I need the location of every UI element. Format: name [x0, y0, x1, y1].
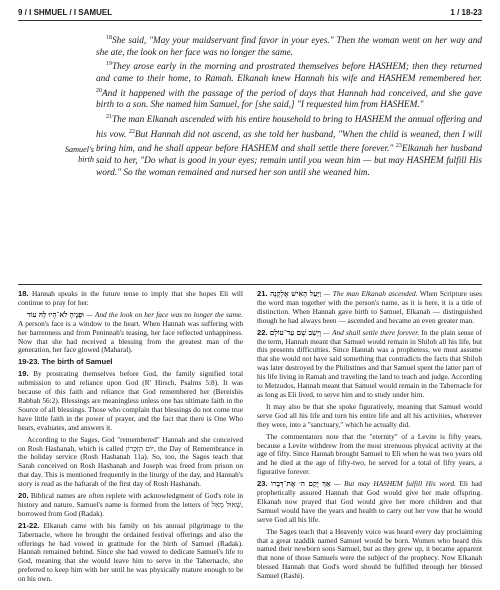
verse-text: But Hannah did not ascend, as she told her husband, "When the child is weaned, then I will bring him, and he shall appear before HASHEM and shall settle there forever." [96, 129, 482, 155]
commentary-19b [18, 436, 243, 489]
comment-text: According to the Sages, God "remembered" Hannah and she conceived on Rosh Hashanah, which is called יוֹם הַזִּכָּרוֹן, the Day of Remembrance in the holiday service (Rosh Hashanah 11a). So, too, the Sages teach that Sarah conceived on Rosh Hashanah and Joseph was freed from prison on that day. This is mentioned frequently in the liturgy of the day, and Hannah's story is read as the haftarah of the first day of Rosh Hashanah. [18, 434, 243, 489]
commentary-23 [257, 480, 482, 525]
comment-number: 19. [18, 369, 29, 379]
lemma-translation: — The man Elkanah ascended. [323, 290, 418, 298]
verse-number: 20 [96, 87, 102, 94]
verse-number: 23 [395, 143, 402, 150]
verse-number: 19 [106, 61, 112, 68]
hebrew-lemma: וַיַּעַל הָאִישׁ אֶלְקָנָה [270, 290, 322, 298]
verse-text: And it happened with the passage of the period of days that Hannah had conceived, and she gave birth to a son. She named him Samuel, for [she said,] "I requested him from HASHEM." [96, 88, 482, 111]
verse-text: They arose early in the morning and prostrated themselves before HASHEM; then they returned and came to their home, to Ramah. Elkanah knew Hannah his wife and HASHEM remembered her. [96, 62, 482, 84]
commentary-21-22 [18, 522, 243, 584]
comment-text: Elkanah came with his family on his annual pilgrimage to the Tabernacle, where he brought the ordained festival offerings and also the offerings he had vowed in gratitude for the birth of Samuel (Radak). Hannah remained behind. Since she had vowed to dedicate Samuel's life to God, meaning that she would leave him to serve in the Tabernacle, she preferred to keep him with her until he was physically mature enough to be on his own. [18, 520, 243, 584]
running-header [18, 6, 482, 20]
comment-text: Hannah speaks in the future tense to imply that she hopes Eli will continue to pray for her. [18, 290, 244, 307]
margin-note-line-2: birth [78, 155, 94, 164]
verse-text: She said, "May your maidservant find favor in your eyes." Then the woman went on her way and she ate, the look on her face was no longer the same. [96, 36, 482, 58]
comment-text: By prostrating themselves before God, the family signified total submission to and reliance upon God (R' Hirsch, Psalms 5:8). It was because of this faith and reliance that God remembered her (Bereishis Rabbah 56:2). Blessings are meaningless unless one has ultimate faith in the Source of all blessings. Those who complain that blessings do not come true have little faith in the power of prayer, and the fact that there is One Who hears, evaluates, and answers it. [18, 369, 243, 432]
commentary-block [18, 290, 482, 586]
comment-number: 22. [257, 327, 268, 337]
comment-text: In the plain sense of the term, Hannah meant that Samuel would remain in Shiloh all his life, but this presents difficulties. Since Hannah was a prophetess, we must assume that she would not have said something that contradicts the facts that Shiloh was later destroyed by the Philistines and that Samuel spent the latter part of his life living in Ramah and traveling the land to teach and judge. According to Metzudos, Hannah meant that Samuel would remain in the Tabernacle for as long as Eli lived, to serve him and to study under him. [257, 327, 482, 399]
verse-number: 22 [128, 128, 135, 135]
lemma-translation: — But may HASHEM fulfill His word. [334, 479, 456, 489]
verse-text: The man Elkanah ascended with his entire household to bring to HASHEM the annual offering and his vow. [96, 114, 482, 140]
comment-number: 20. [18, 491, 29, 501]
commentary-21 [257, 290, 482, 326]
header-right: 1 / 18-23 [450, 8, 482, 17]
comment-number: 23. [257, 479, 268, 489]
commentary-23b [257, 528, 482, 581]
comment-text: The commentators note that the "eternity" of a Levite is fifty years, because a Levite withdrew from the most strenuous physical activity at the age of fifty. Since Hannah brought Samuel to Eli when he was two years old and he died at the age of fifty-two, he served for a total of fifty years, a figurative forever. [257, 431, 482, 477]
verse-18 [96, 33, 482, 59]
section-heading: 19-23. The birth of Samuel [18, 357, 113, 367]
section-divider [18, 284, 482, 285]
comment-number: 21. [257, 290, 268, 298]
comment-number: 21-22. [18, 520, 40, 530]
commentary-20 [18, 492, 243, 519]
commentary-22b [257, 403, 482, 430]
commentary-heading-19-23 [18, 358, 243, 367]
translation-block [96, 33, 482, 179]
lemma-translation: — And shall settle there forever. [323, 327, 420, 337]
header-rule [18, 20, 482, 21]
lemma-translation: — And the look on her face was no longer the same. [86, 309, 243, 319]
commentary-22c [257, 433, 482, 478]
commentary-18b [18, 311, 243, 356]
comment-number: 18. [18, 290, 29, 298]
commentary-18 [18, 290, 243, 308]
comment-text: When Scripture uses the word man together with the person's name, as it is here, it is a title of distinction. When Hannah gave birth to Samuel, Elkanah — distinguished though he had always been — ascended and became an even greater man. [257, 290, 482, 325]
commentary-19 [18, 370, 243, 432]
comment-text: Eli had prophetically assured Hannah that God would give her male offspring. Elkanah now prayed that God would give her more children and that Samuel would have the years and health to carry out her vow that he would serve God all his life. [257, 479, 482, 524]
margin-note-line-1: Samuel's [64, 145, 94, 154]
comment-text: It may also be that she spoke figuratively, meaning that Samuel would serve God all his life and turn his entire life and all his activities, wherever they were, into a "sanctuary," which he actually did. [257, 401, 482, 429]
verse-number: 18 [106, 35, 112, 41]
verse-text: Elkanah her husband said to her, "Do what is good in your eyes; remain until you wean him — but may HASHEM fulfill His word." So the woman remained and nursed her son until she weaned him. [96, 144, 482, 178]
comment-text: A person's face is a window to the heart. When Hannah was suffering with her barrenness and from Peninnah's teasing, her face reflected unhappiness. Now that she had received a blessing from the greatest man of the generation, her face glowed (Maharal). [18, 318, 243, 355]
verse-19 [96, 59, 482, 112]
comment-text: Biblical names are often replete with acknowledgment of God's role in history and nature. Samuel's name is formed from the letters of שָׁאוּל מֵאֵל, borrowed from God (Radak). [18, 491, 243, 518]
hebrew-lemma: וּפָנֶיהָ לֹא־הָיוּ לָהּ עוֹד [27, 309, 85, 319]
comment-text: The Sages teach that a Heavenly voice was heard every day proclaiming that a great tzaddik named Samuel would be born. Women who heard this named their newborn sons Samuel, but as they grew up, it became apparent that none of those Samuels were the subject of the prophecy. Now Elkanah blessed Hannah that God's word should be fulfilled through her blessed Samuel (Rashi). [257, 526, 482, 581]
header-left: 9 / I SHMUEL / I SAMUEL [18, 8, 113, 17]
verse-21 [96, 112, 482, 179]
commentary-22 [257, 329, 482, 400]
margin-note [48, 145, 94, 165]
hebrew-lemma: אַךְ יָקֵם ה׳ אֶת־דְּבָרוֹ [271, 479, 331, 489]
hebrew-lemma: וְיָשַׁב שָׁם עַד־עוֹלָם [269, 327, 322, 337]
verse-number: 21 [106, 113, 112, 120]
